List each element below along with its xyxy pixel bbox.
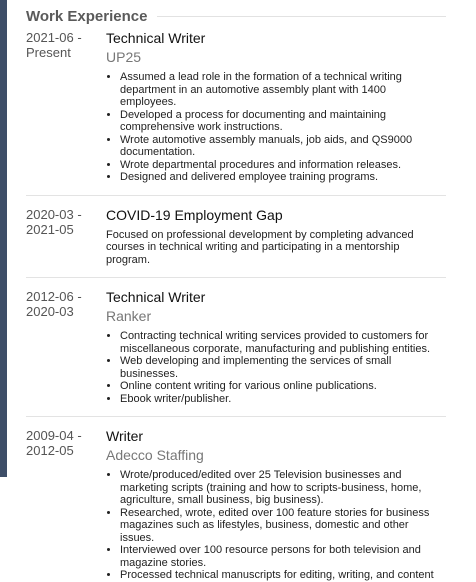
list-item: • Researched, wrote, edited over 100 feature stories for business magazines such as lifestyles, business, domestic and other issues. (120, 507, 444, 545)
list-item: • Assumed a lead role in the formation of a technical writing department in an automotive assembly plant with 1400 employees. (120, 71, 444, 109)
date-start: 2021-06 - (26, 30, 82, 45)
work-entry (26, 207, 476, 267)
list-item: • Processed technical manuscripts for editing, writing, and content (120, 569, 444, 582)
work-entry (26, 30, 476, 184)
entry-dates (26, 207, 106, 267)
responsibility-list (106, 469, 444, 582)
entry-details (106, 428, 476, 582)
entry-divider (26, 277, 446, 278)
list-item: • Interviewed over 100 resource persons for both television and magazine stories. (120, 544, 444, 569)
date-start: 2020-03 - (26, 206, 82, 222)
resume-content (26, 0, 476, 582)
date-start: 2009-04 - (26, 428, 82, 443)
date-end: 2021-05 (26, 221, 74, 237)
list-item: • Wrote/produced/edited over 25 Television businesses and marketing scripts (training and how to scripts-business, home, agriculture, small business, big business). (120, 469, 444, 507)
entry-details (106, 289, 476, 405)
list-item: • Online content writing for various online publications. (120, 380, 444, 393)
entry-dates (26, 289, 106, 405)
section-title: Work Experience (26, 7, 148, 25)
responsibility-list (106, 71, 444, 184)
list-item: • Developed a process for documenting and maintaining comprehensive work instructions. (120, 109, 444, 134)
date-start: 2012-06 - (26, 289, 82, 304)
section-header (26, 0, 476, 32)
job-title: Technical Writer (106, 289, 206, 305)
job-title: Technical Writer (106, 30, 206, 46)
employer-name: Adecco Staffing (106, 447, 204, 463)
entry-summary: Focused on professional development by completing advanced courses in technical writing and participating in a mentorship program. (106, 228, 414, 266)
list-item: • Contracting technical writing services provided to customers for miscellaneous corporate, manufacturing and publishing entities. (120, 330, 444, 355)
section-rule (157, 16, 446, 17)
entry-dates (26, 30, 106, 184)
date-end: 2012-05 (26, 443, 74, 458)
entry-divider (26, 416, 446, 417)
date-end: 2020-03 (26, 304, 74, 319)
sidebar-accent-bar (0, 0, 7, 477)
job-title: Writer (106, 428, 144, 444)
entry-details (106, 207, 476, 267)
responsibility-list (106, 330, 444, 405)
list-item: • Web developing and implementing the services of small businesses. (120, 355, 444, 380)
work-entry (26, 428, 476, 582)
employer-name: Ranker (106, 308, 152, 324)
list-item: • Designed and delivered employee training programs. (120, 171, 444, 184)
employer-name: UP25 (106, 49, 142, 65)
work-entry (26, 289, 476, 405)
entry-details (106, 30, 476, 184)
list-item: • Wrote automotive assembly manuals, job aids, and QS9000 documentation. (120, 134, 444, 159)
entry-divider (26, 195, 446, 196)
list-item: • Ebook writer/publisher. (120, 393, 444, 406)
list-item: • Wrote departmental procedures and information releases. (120, 159, 444, 172)
entry-dates (26, 428, 106, 582)
date-end: Present (26, 45, 71, 60)
job-title: COVID-19 Employment Gap (106, 206, 283, 223)
